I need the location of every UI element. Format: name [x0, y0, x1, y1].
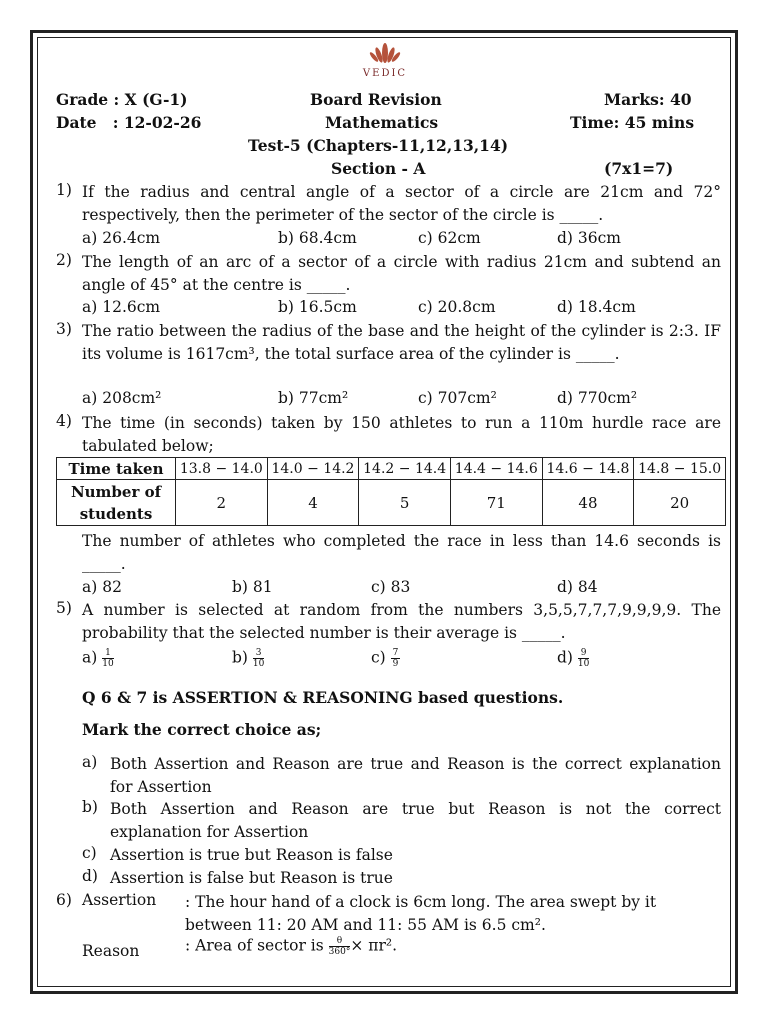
choice-text: Assertion is true but Reason is false: [110, 846, 393, 864]
option-a: a) 208cm²: [82, 389, 162, 407]
numerator: 3: [253, 648, 264, 659]
option-a: a) 12.6cm: [82, 298, 161, 316]
fraction: [578, 648, 589, 669]
fraction: [391, 648, 401, 669]
numerator: θ: [329, 936, 351, 947]
question-text: If the radius and central angle of a sector of a circle are 21cm and 72° respectively, then the perimeter of the sector of the circle is _____.: [82, 183, 721, 224]
exam-title: Board Revision: [310, 90, 442, 109]
table-header-time: Time taken: [57, 458, 176, 480]
date-label: Date : 12-02-26: [56, 113, 202, 132]
assertion-label: Assertion: [82, 891, 157, 909]
question-text: The time (in seconds) taken by 150 athletes to run a 110m hurdle race are tabulated below;: [82, 414, 721, 455]
option-b: b) 77cm²: [278, 389, 349, 407]
grade-label: Grade : X (G-1): [56, 90, 188, 109]
choice-text: Both Assertion and Reason are true but Reason is not the correct explanation for Assertion: [110, 800, 721, 841]
numerator: 7: [392, 648, 399, 658]
table-cell-interval: 14.8 − 15.0: [634, 458, 726, 480]
option-d: d) 18.4cm: [557, 298, 636, 316]
subject-label: Mathematics: [325, 113, 439, 132]
question-1: [56, 181, 721, 231]
table-cell-count: 71: [450, 480, 542, 526]
reason-text-post: × πr².: [350, 936, 397, 955]
question-text: A number is selected at random from the numbers 3,5,5,7,7,7,9,9,9,9. The probability that the selected number is their average is _____.: [82, 601, 721, 642]
question-number: 3): [56, 320, 72, 338]
table-header-students: Number of students: [57, 480, 176, 526]
question-4: [56, 412, 721, 458]
reason-text-pre: : Area of sector is: [185, 936, 324, 955]
option-d: d) 36cm: [557, 229, 621, 247]
question-number: 1): [56, 181, 72, 199]
option-c: [371, 648, 400, 669]
table-cell-count: 48: [542, 480, 634, 526]
option-d: d) 84: [557, 578, 598, 596]
fraction: [253, 648, 264, 669]
denominator: 10: [102, 659, 114, 669]
reason-label: Reason: [82, 942, 140, 960]
numerator: 9: [578, 648, 589, 659]
question-4-followup: [56, 530, 721, 576]
table-cell-interval: 14.6 − 14.8: [542, 458, 634, 480]
school-logo: [355, 42, 415, 82]
table-cell-count: 20: [634, 480, 726, 526]
assertion-text-body: : The hour hand of a clock is 6cm long. The area swept by it between 11: 20 AM and 11: 55 AM is 6.5 cm².: [185, 893, 657, 934]
question-2: [56, 251, 721, 299]
question-number: 5): [56, 599, 72, 617]
ar-choice-d: [82, 867, 721, 890]
denominator: 10: [252, 659, 265, 669]
question-number: 6): [56, 891, 72, 909]
option-label: d): [557, 648, 573, 667]
question-text: The length of an arc of a sector of a circle with radius 21cm and subtend an angle of 45° at the centre is _____.: [82, 253, 721, 294]
fraction: [329, 936, 351, 957]
choice-text: Both Assertion and Reason are true and Reason is the correct explanation for Assertion: [110, 755, 721, 796]
option-a: a) 26.4cm: [82, 229, 161, 247]
option-a: [82, 648, 114, 669]
ar-instruction: Mark the correct choice as;: [82, 720, 322, 739]
ar-heading: Q 6 & 7 is ASSERTION & REASONING based questions.: [82, 688, 564, 707]
ar-choice-a: [82, 753, 721, 799]
option-b: b) 16.5cm: [278, 298, 357, 316]
option-c: c) 20.8cm: [418, 298, 496, 316]
table-cell-interval: 14.4 − 14.6: [450, 458, 542, 480]
lotus-icon: [365, 42, 405, 64]
reason-text: [185, 936, 397, 957]
denominator: 9: [392, 659, 399, 669]
ar-choice-c: [82, 844, 721, 867]
numerator: 1: [102, 648, 113, 659]
question-text: The ratio between the radius of the base and the height of the cylinder is 2:3. IF its volume is 1617cm³, the total surface area of the cylinder is _____.: [82, 322, 721, 363]
option-label: a): [82, 648, 98, 667]
section-marks: (7x1=7): [604, 159, 674, 178]
table-cell-interval: 14.2 − 14.4: [359, 458, 451, 480]
option-b: b) 81: [232, 578, 273, 596]
ar-choice-b: [82, 798, 721, 844]
table-cell-interval: 14.0 − 14.2: [267, 458, 359, 480]
choice-label: a): [82, 753, 98, 771]
option-b: b) 68.4cm: [278, 229, 357, 247]
logo-text: VEDIC: [362, 68, 408, 79]
option-b: [232, 648, 264, 669]
question-3: [56, 320, 721, 390]
test-label: Test-5 (Chapters-11,12,13,14): [248, 136, 509, 155]
table-cell-interval: 13.8 − 14.0: [176, 458, 268, 480]
option-a: a) 82: [82, 578, 122, 596]
section-label: Section - A: [331, 159, 426, 178]
option-c: c) 83: [371, 578, 411, 596]
question-number: 2): [56, 251, 72, 269]
option-c: c) 707cm²: [418, 389, 497, 407]
assertion-text: [185, 891, 721, 937]
question-5: [56, 599, 721, 647]
option-label: b): [232, 648, 248, 667]
choice-label: b): [82, 798, 98, 816]
choice-label: d): [82, 867, 98, 885]
marks-label: Marks: 40: [604, 90, 692, 109]
choice-label: c): [82, 844, 97, 862]
race-time-table: [56, 457, 726, 526]
option-d: d) 770cm²: [557, 389, 638, 407]
denominator: 10: [577, 659, 590, 669]
question-text: The number of athletes who completed the race in less than 14.6 seconds is _____.: [82, 532, 721, 573]
table-cell-count: 5: [359, 480, 451, 526]
table-cell-count: 2: [176, 480, 268, 526]
option-c: c) 62cm: [418, 229, 481, 247]
denominator: 360°: [328, 947, 351, 957]
choice-text: Assertion is false but Reason is true: [110, 869, 393, 887]
table-cell-count: 4: [267, 480, 359, 526]
time-label: Time: 45 mins: [570, 113, 695, 132]
option-label: c): [371, 648, 386, 667]
question-number: 4): [56, 412, 72, 430]
option-d: [557, 648, 589, 669]
fraction: [102, 648, 113, 669]
